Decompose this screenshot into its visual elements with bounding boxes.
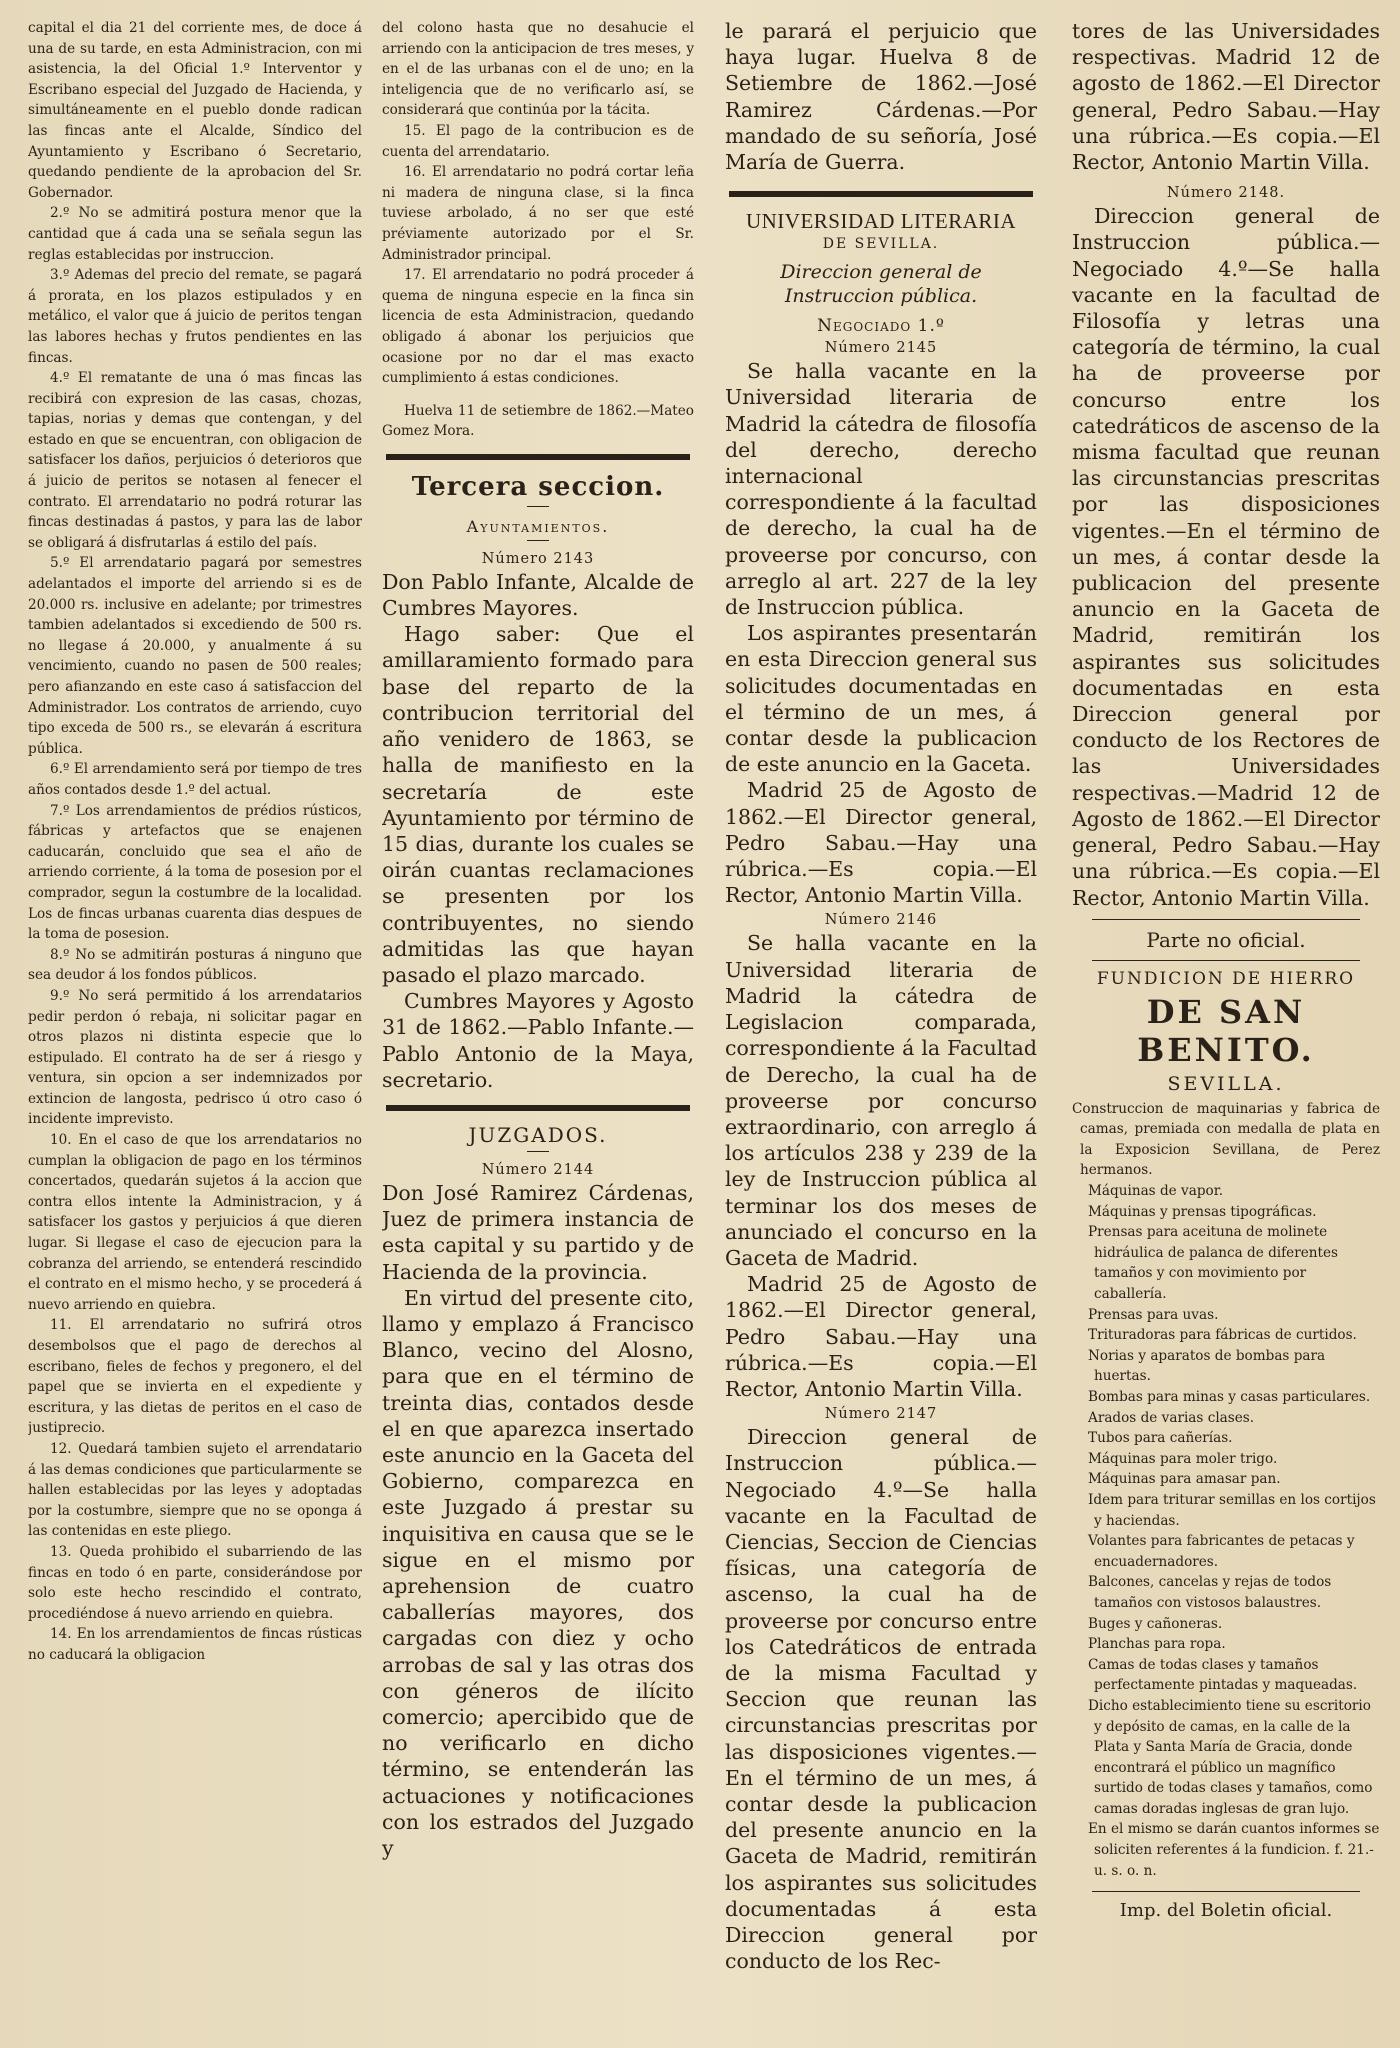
foundry-title: FUNDICION DE HIERRO (1096, 968, 1356, 989)
paragraph: 12. Quedará tambien sujeto el arrendatario á las demas condiciones que particularmente se hallen establecidas por las leyes y adoptadas por la costumbre, siempre que no se oponga á las contenidas en este pliego. (28, 1440, 362, 1540)
paragraph: 6.º El arrendamiento será por tiempo de tres años contados desde 1.º del actual. (28, 761, 362, 798)
notice-number: Número 2146 (824, 912, 938, 929)
negociado-label: Negociado 1.º (817, 316, 945, 337)
divider (386, 454, 690, 460)
list-item: Prensas para aceituna de molinete hidráulica de palanca de diferentes tamaños y con movimiento por caballería. (1088, 1224, 1338, 1303)
divider (729, 191, 1033, 197)
university-subtitle: DE SEVILLA. (822, 236, 940, 253)
list-item: Trituradoras para fábricas de curtidos. (1088, 1327, 1357, 1344)
section-title: Tercera seccion. (411, 471, 665, 502)
divider (527, 1151, 549, 1152)
column-3 (725, 18, 1037, 2028)
signature: Huelva 11 de setiembre de 1862.—Mateo Gomez Mora. (382, 402, 694, 440)
list-item: Máquinas de vapor. (1088, 1183, 1224, 1200)
paragraph: Madrid 25 de Agosto de 1862.—El Director general, Pedro Sabau.—Hay una rúbrica.—Es copia.—El Rector, Antonio Martin Villa. (725, 1272, 1037, 1401)
list-item: Buges y cañoneras. (1088, 1615, 1223, 1632)
paragraph: Madrid 25 de Agosto de 1862.—El Director general, Pedro Sabau.—Hay una rúbrica.—Es copia.—El Rector, Antonio Martin Villa. (725, 778, 1037, 908)
paragraph: 8.º No se admitirán posturas á ninguno que sea deudor á los fondos públicos. (28, 946, 362, 984)
parte-no-oficial: Parte no oficial. (1146, 927, 1306, 952)
paragraph: 10. En el caso de que los arrendatarios no cumplan la obligacion de pago en los términos concertados, quedarán sujetos á la accion que contra ellos intente la Administracion, y á satisfacer los gastos y perjuicios á que dieren lugar. Si llegase el caso de ejecucion para la cobranza del arriendo, se entenderá rescindido el contrato en el mismo hecho, y se procederá á nuevo arriendo en quiebra. (28, 1132, 362, 1313)
list-item: Tubos para cañerías. (1088, 1430, 1233, 1447)
paragraph: En virtud del presente cito, llamo y emplazo á Francisco Blanco, vecino del Alosno, para que en el término de treinta dias, contados desde el en que aparezca insertado este anuncio en la Gaceta del Gobierno, comparezca en este Juzgado á prestar su inquisitiva en causa que se le sigue en el mismo por aprehension de cuatro caballerías mayores, dos cargadas con diez y ocho arrobas de sal y las otras dos con géneros de ilícito comercio; apercibido que de no verificarlo en dicho término, se entenderán las actuaciones y notificaciones con los estrados del Juzgado y (382, 1285, 694, 1861)
notice-heading: Don Pablo Infante, Alcalde de Cumbres Mayores. (382, 569, 694, 621)
signature: Cumbres Mayores y Agosto 31 de 1862.—Pablo Infante.—Pablo Antonio de la Maya, secretario. (382, 989, 694, 1092)
ayuntamientos-title: Ayuntamientos. (466, 516, 610, 536)
paragraph: Se halla vacante en la Universidad literaria de Madrid la cátedra de filosofía del derecho, derecho internacional correspondiente á la facultad de derecho, la cual ha de proveerse por concurso, con arreglo al art. 227 de la ley de Instruccion pública. (725, 359, 1037, 620)
paragraph: 9.º No será permitido á los arrendatarios pedir perdon ó rebaja, ni solicitar pagar en otros plazos ni distinta especie que lo estipulado. El contrato ha de ser á riesgo y ventura, sin opcion a ser indemnizados por extincion de langosta, pedrisco ú otro caso ó incidente imprevisto. (28, 987, 362, 1128)
divider (527, 540, 549, 541)
notice-number: Número 2143 (481, 550, 595, 567)
paragraph: 16. El arrendatario no podrá cortar leña ni madera de ninguna clase, si la finca tuviese arbolado, á no ser que esté préviamente autorizado por el Sr. Administrador principal. (382, 164, 694, 263)
paragraph: le parará el perjuicio que haya lugar. Huelva 8 de Setiembre de 1862.—José Ramirez Cárdenas.—Por mandado de su señoría, José María de Guerra. (725, 19, 1037, 175)
printer-imprint: Imp. del Boletin oficial. (1119, 1900, 1333, 1922)
foundry-name: DE SAN BENITO. (1137, 992, 1315, 1069)
column-2 (382, 18, 694, 2028)
paragraph: Hago saber: Que el amillaramiento formado para base del reparto de la contribucion territorial del año venidero de 1863, se halla de manifiesto en la secretaría de este Ayuntamiento por término de 15 dias, durante los cuales se oirán cuantas reclamaciones se presenten por los contribuyentes, no siendo admitidas las que hayan pasado el plazo marcado. (382, 622, 694, 987)
list-item: En el mismo se darán cuantos informes se soliciten referentes á la fundicion. f. 21.-u. s. o. n. (1088, 1821, 1380, 1879)
foundry-city: SEVILLA. (1167, 1072, 1285, 1095)
list-item: Máquinas para moler trigo. (1088, 1450, 1278, 1467)
direction-title: Direccion general de Instruccion pública. (780, 261, 982, 308)
list-item: Planchas para ropa. (1088, 1636, 1226, 1653)
juzgados-title: JUZGADOS. (468, 1122, 608, 1147)
list-item: Dicho establecimiento tiene su escritorio y depósito de camas, en la calle de la Plata y Santa María de Gracia, donde encontrará el público un magnífico surtido de todas clases y tamaños, como camas doradas inglesas de gran lujo. (1088, 1697, 1373, 1817)
paragraph: 4.º El rematante de una ó mas fincas las recibirá con expresion de las casas, chozas, tapias, norias y demas que contengan, y del estado en que se encuentran, con obligacion de satisfacer los daños, perjuicios ó deterioros que á juicio de peritos se notasen al fenecer el contrato. El arrendatario no podrá roturar las fincas destinadas á pastos, y para las de labor se obligará á disfrutarlas á estilo del país. (28, 370, 362, 551)
list-item: Volantes para fabricantes de petacas y encuadernadores. (1088, 1533, 1355, 1570)
paragraph: Se halla vacante en la Universidad literaria de Madrid la cátedra de Legislacion comparada, correspondiente á la Facultad de Derecho, la cual ha de proveerse por concurso extraordinario, con arreglo á los artículos 238 y 239 de la ley de Instruccion pública al terminar los dos meses de anunciado el concurso en la Gaceta de Madrid. (725, 931, 1037, 1270)
column-1 (28, 18, 362, 2028)
list-item: Arados de varias clases. (1088, 1409, 1255, 1426)
divider (386, 1105, 690, 1111)
paragraph: Los aspirantes presentarán en esta Direccion general sus solicitudes documentadas en el término de un mes, á contar desde la publicacion de este anuncio en la Gaceta. (725, 621, 1037, 777)
list-item: Bombas para minas y casas particulares. (1088, 1389, 1371, 1406)
list-item: Camas de todas clases y tamaños perfectamente pintadas y maqueadas. (1088, 1656, 1358, 1694)
list-item: Máquinas para amasar pan. (1088, 1471, 1281, 1488)
paragraph: 14. En los arrendamientos de fincas rústicas no caducará la obligacion (28, 1626, 362, 1663)
notice-number: Número 2147 (824, 1406, 938, 1423)
divider (1092, 919, 1360, 920)
paragraph: 11. El arrendatario no sufrirá otros desembolsos que el pago de derechos al escribano, fieles de fechos y pregonero, el del papel que se invierta en el expediente y escritura, y las dietas de peritos en el caso de justiprecio. (28, 1317, 362, 1437)
list-item: Norias y aparatos de bombas para huertas. (1088, 1347, 1326, 1385)
paragraph: 3.º Ademas del precio del remate, se pagará á prorata, en los plazos estipulados y en metálico, el valor que á juicio de peritos tengan las labores hechas y frutos pendientes en las fincas. (28, 267, 362, 366)
list-item: Prensas para uvas. (1088, 1306, 1219, 1323)
divider (1092, 960, 1360, 961)
paragraph: 17. El arrendatario no podrá proceder á quema de ninguna especie en la finca sin licencia de esta Administracion, quedando obligado á abonar los perjuicios que ocasione por no dar el mas exacto cumplimiento á estas condiciones. (382, 267, 694, 387)
foundry-intro: Construccion de maquinarias y fabrica de camas, premiada con medalla de plata en la Exposicion Sevillana, de Perez hermanos. (1072, 1100, 1380, 1179)
paragraph: del colono hasta que no desahucie el arriendo con la anticipacion de tres meses, y en el de las urbanas con el de uno; en la inteligencia que de no verificarlo así, se considerará que continúa por la tácita. (382, 20, 694, 119)
paragraph: Direccion general de Instruccion pública.—Negociado 4.º—Se halla vacante en la Facultad de Ciencias, Seccion de Ciencias físicas, una categoría de ascenso, la cual ha de proveerse por concurso entre los Catedráticos de entrada de la misma Facultad y Seccion que reunan las circunstancias prescritas por las disposiciones vigentes.—En el término de un mes, á contar desde la publicacion del presente anuncio en la Gaceta de Madrid, remitirán los aspirantes sus solicitudes documentadas á esta Direccion general por conducto de los Rec- (725, 1425, 1037, 1974)
divider (527, 506, 549, 507)
paragraph: 13. Queda prohibido el subarriendo de las fincas en todo ó en parte, considerándose por solo este hecho rescindido el contrato, procediéndose á nuevo arriendo en quiebra. (28, 1543, 362, 1622)
notice-number: Número 2144 (481, 1161, 595, 1178)
notice-heading: Don José Ramirez Cárdenas, Juez de primera instancia de esta capital y su partido y de Hacienda de la provincia. (382, 1180, 694, 1284)
list-item: Máquinas y prensas tipográficas. (1088, 1203, 1317, 1220)
university-title: UNIVERSIDAD LITERARIA (745, 209, 1017, 234)
paragraph: Direccion general de Instruccion pública.—Negociado 4.º—Se halla vacante en la facultad de Filosofía y letras una categoría de término, la cual ha de proveerse por concurso entre los catedráticos de ascenso de la misma facultad que reunan las circunstancias prescritas por las disposiciones vigentes.—En el término de un mes, á contar desde la publicacion del presente anuncio en la Gaceta de Madrid, remitirán los aspirantes sus solicitudes documentadas en esta Direccion general por conducto de los Rectores de las Universidades respectivas.—Madrid 12 de Agosto de 1862.—El Director general, Pedro Sabau.—Hay una rúbrica.—Es copia.—El Rector, Antonio Martin Villa. (1072, 204, 1380, 910)
column-4 (1072, 18, 1380, 2028)
paragraph: 15. El pago de la contribucion es de cuenta del arrendatario. (382, 122, 694, 160)
paragraph: 7.º Los arrendamientos de prédios rústicos, fábricas y artefactos que se enajenen caducarán, concluido que sea el año de arriendo corriente, á la toma de posesion por el comprador, segun la costumbre de la localidad. Los de fincas urbanas cuarenta dias despues de la toma de posesion. (28, 802, 362, 943)
divider (1092, 1891, 1360, 1892)
notice-number: Número 2148. (1166, 185, 1286, 202)
notice-number: Número 2145 (824, 340, 938, 357)
paragraph: capital el dia 21 del corriente mes, de doce á una de su tarde, en esta Administracion, con mi asistencia, la del Oficial 1.º Interventor y Escribano especial del Juzgado de Hacienda, y simultáneamente en el pueblo donde radican las fincas ante el Alcalde, Síndico del Ayuntamiento y Escribano ó Secretario, quedando pendiente de la aprobacion del Sr. Gobernador. (28, 20, 362, 201)
list-item: Balcones, cancelas y rejas de todos tamaños con vistosos balaustres. (1088, 1574, 1332, 1611)
list-item: Idem para triturar semillas en los cortijos y haciendas. (1088, 1491, 1376, 1529)
foundry-item-list (1072, 1181, 1380, 1881)
paragraph: tores de las Universidades respectivas. Madrid 12 de agosto de 1862.—El Director general, Pedro Sabau.—Hay una rúbrica.—Es copia.—El Rector, Antonio Martin Villa. (1072, 19, 1380, 175)
paragraph: 2.º No se admitirá postura menor que la cantidad que á cada una se señala segun las reglas establecidas por instruccion. (28, 205, 362, 263)
paragraph: 5.º El arrendatario pagará por semestres adelantados el importe del arriendo si es de 20.000 rs. inclusive en adelante; por trimestres tambien adelantados si excediendo de 500 rs. no llegase á 20.000, y anualmente á su vencimiento, cuando no pasen de 500 reales; pero afianzando en este caso á satisfaccion del Administrador. Los contratos de arriendo, cuyo tipo exceda de 500 rs., se elevarán á escritura pública. (28, 555, 362, 757)
